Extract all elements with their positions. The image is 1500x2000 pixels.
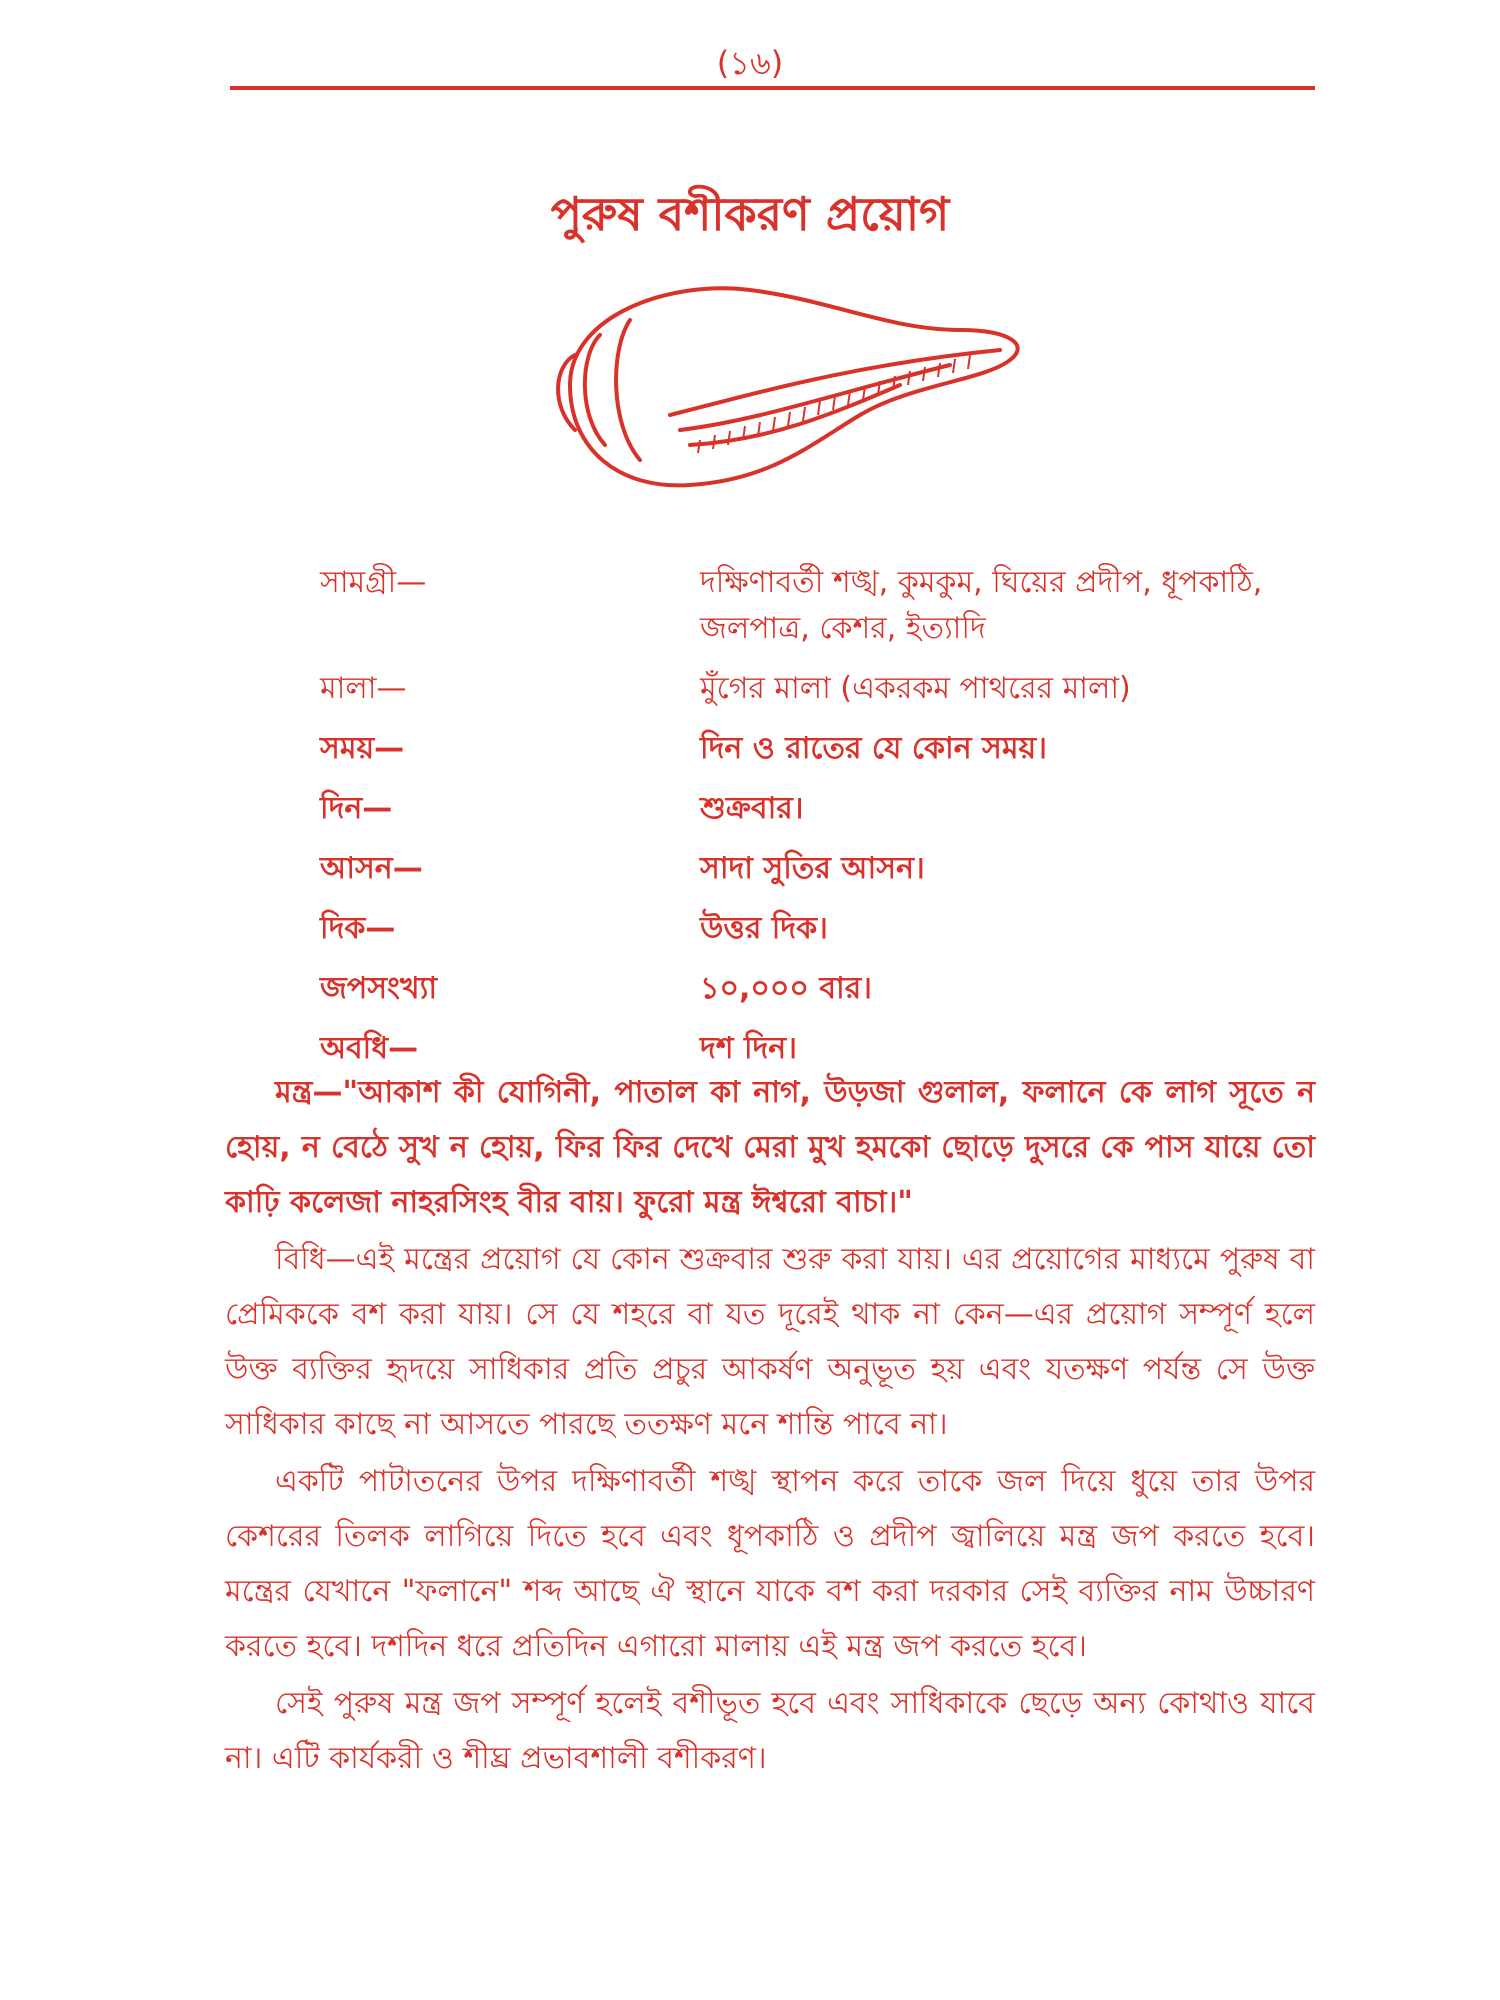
spec-value: দক্ষিণাবর্তী শঙ্খ, কুমকুম, ঘিয়ের প্রদীপ, ধূপকাঠি, জলপাত্র, কেশর, ইত্যাদি — [700, 565, 1263, 646]
spec-value: দিন ও রাতের যে কোন সময়। — [700, 731, 1047, 766]
materials-spec-list — [320, 560, 1320, 1086]
spec-value: মুঁগের মালা (একরকম পাথরের মালা) — [700, 671, 1131, 706]
spec-row-chant-count — [320, 966, 1320, 1012]
spec-row-materials — [320, 560, 1320, 652]
page-number: (১৬) — [716, 44, 784, 82]
spec-row-seat — [320, 846, 1320, 892]
spec-row-direction — [320, 906, 1320, 952]
spec-label: দিক— — [320, 911, 396, 946]
mantra-paragraph: মন্ত্র—"আকাশ কী যোগিনী, পাতাল কা নাগ, উড়জা গুলাল, ফলানে কে লাগ সূতে ন হোয়, ন বেঠে সুখ ন হোয়, ফির ফির দেখে মেরা মুখ হমকো ছোড়ে দুসরে কে পাস যায়ে তো কাঢ়ি কলেজা নাহরসিংহ বীর বায়। ফুরো মন্ত্র ঈশ্বরো বাচা।" — [225, 1075, 1315, 1220]
result-paragraph: সেই পুরুষ মন্ত্র জপ সম্পূর্ণ হলেই বশীভূত হবে এবং সাধিকাকে ছেড়ে অন্য কোথাও যাবে না। এটি কার্যকরী ও শীঘ্র প্রভাবশালী বশীকরণ। — [225, 1686, 1315, 1776]
spec-label: মালা— — [320, 671, 407, 706]
spec-value: দশ দিন। — [700, 1031, 797, 1066]
spec-label: সামগ্রী— — [320, 565, 427, 600]
header-rule — [230, 86, 1315, 90]
conch-shell-illustration — [530, 255, 1050, 525]
spec-label: অবধি— — [320, 1031, 419, 1066]
spec-value: সাদা সুতির আসন। — [700, 851, 925, 886]
spec-row-rosary — [320, 666, 1320, 712]
spec-value: উত্তর দিক। — [700, 911, 828, 946]
spec-label: জপসংখ্যা — [320, 971, 438, 1006]
spec-label: সময়— — [320, 731, 405, 766]
spec-label: দিন— — [320, 791, 393, 826]
spec-value: ১০,০০০ বার। — [700, 971, 872, 1006]
method-paragraph: একটি পাটাতনের উপর দক্ষিণাবর্তী শঙ্খ স্থাপন করে তাকে জল দিয়ে ধুয়ে তার উপর কেশরের তিলক লাগিয়ে দিতে হবে এবং ধূপকাঠি ও প্রদীপ জ্বালিয়ে মন্ত্র জপ করতে হবে। মন্ত্রের যেখানে "ফলানে" শব্দ আছে ঐ স্থানে যাকে বশ করা দরকার সেই ব্যক্তির নাম উচ্চারণ করতে হবে। দশদিন ধরে প্রতিদিন এগারো মালায় এই মন্ত্র জপ করতে হবে। — [225, 1464, 1315, 1664]
spec-value: শুক্রবার। — [700, 791, 804, 826]
procedure-paragraph: বিধি—এই মন্ত্রের প্রয়োগ যে কোন শুক্রবার শুরু করা যায়। এর প্রয়োগের মাধ্যমে পুরুষ বা প্রেমিককে বশ করা যায়। সে যে শহরে বা যত দূরেই থাক না কেন—এর প্রয়োগ সম্পূর্ণ হলে উক্ত ব্যক্তির হৃদয়ে সাধিকার প্রতি প্রচুর আকর্ষণ অনুভূত হয় এবং যতক্ষণ পর্যন্ত সে উক্ত সাধিকার কাছে না আসতে পারছে ততক্ষণ মনে শান্তি পাবে না। — [225, 1242, 1315, 1442]
spec-label: আসন— — [320, 851, 423, 886]
body-text — [225, 1065, 1315, 1788]
spec-row-day — [320, 786, 1320, 832]
page-title: পুরুষ বশীকরণ প্রয়োগ — [550, 187, 950, 241]
spec-row-time — [320, 726, 1320, 772]
